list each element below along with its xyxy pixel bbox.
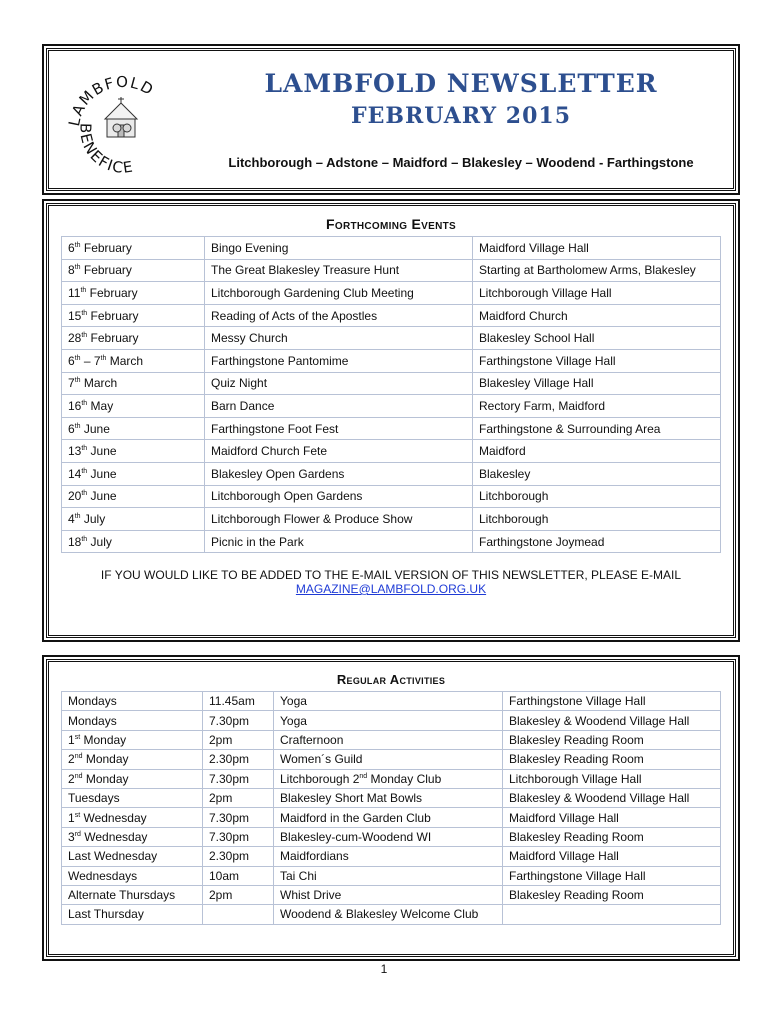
event-venue: Blakesley Village Hall [473,372,721,395]
day-suffix: st [74,733,81,741]
event-date [62,327,205,350]
event-venue: Maidford [473,440,721,463]
activity-day [62,808,203,827]
date-suffix: th [81,399,88,407]
table-row [62,282,721,305]
email-notice-text: IF YOU WOULD LIKE TO BE ADDED TO THE E-MAIL VERSION OF THIS NEWSLETTER, PLEASE E-MAIL [100,568,682,582]
day-rest: Monday [80,732,127,747]
event-venue: Farthingstone Village Hall [473,349,721,372]
day-text: Last Wednesday [68,849,158,864]
date-suffix: th [81,535,88,543]
activity-venue: Farthingstone Village Hall [503,866,721,885]
activity-name [274,866,503,885]
event-name: Reading of Acts of the Apostles [205,304,473,327]
activity-suffix: nd [359,772,368,780]
activity-text: Women´s Guild [280,752,363,767]
date-rest: June [87,466,117,481]
day-rest: Wednesday [80,829,148,844]
activities-table [61,691,721,925]
newsletter-date: FEBRUARY 2015 [350,103,572,129]
activity-name [274,885,503,904]
table-row [62,730,721,749]
day-suffix: nd [74,772,83,780]
event-name: Litchborough Open Gardens [205,485,473,508]
date-rest: February [87,331,139,346]
activity-time: 7.30pm [203,827,274,846]
activity-venue: Maidford Village Hall [503,808,721,827]
activity-name [274,711,503,730]
activity-venue: Blakesley & Woodend Village Hall [503,788,721,807]
date-day: 8 [68,263,75,278]
logo-text-top: LAMBFOLD [64,72,158,128]
date-rest: February [80,263,132,278]
table-row [62,462,721,485]
day-text: 3 [68,829,75,844]
event-venue: Farthingstone Joymead [473,530,721,553]
activity-day [62,885,203,904]
activity-name [274,808,503,827]
date-suffix: th [74,354,81,362]
table-row [62,395,721,418]
activity-venue: Blakesley Reading Room [503,750,721,769]
activity-time: 11.45am [203,692,274,711]
day-suffix: st [74,811,81,819]
event-name: Quiz Night [205,372,473,395]
event-venue: Litchborough [473,485,721,508]
date-suffix: th [81,445,88,453]
activity-day [62,866,203,885]
activity-text: Yoga [280,713,307,728]
activity-text: Maidfordians [280,849,349,864]
activity-venue: Litchborough Village Hall [503,769,721,788]
activity-name [274,692,503,711]
table-row [62,788,721,807]
event-date [62,372,205,395]
page-number: 1 [380,962,388,976]
event-date [62,485,205,508]
table-row [62,440,721,463]
event-date [62,417,205,440]
date-day: 28 [68,331,82,346]
village-list: Litchborough – Adstone – Maidford – Blakesley – Woodend - Farthingstone [228,155,694,170]
event-date [62,395,205,418]
date-day: 14 [68,466,82,481]
table-row [62,885,721,904]
event-name: Barn Dance [205,395,473,418]
date-suffix: th [81,490,88,498]
date-suffix: th [74,264,81,272]
day-text: Tuesdays [68,791,120,806]
logo-text-bottom: BENEFICE [76,122,136,177]
event-venue: Starting at Bartholomew Arms, Blakesley [473,259,721,282]
table-row [62,711,721,730]
day-text: Wednesdays [68,868,138,883]
date-suffix: th [100,354,107,362]
date-day: 6 [68,421,75,436]
table-row [62,905,721,924]
day-rest: Monday [82,771,129,786]
date-day: 18 [68,534,82,549]
table-row [62,259,721,282]
event-date [62,508,205,531]
date-day: 20 [68,489,82,504]
activity-time: 2pm [203,788,274,807]
activity-name [274,847,503,866]
day-rest: Wednesday [80,810,147,825]
date-rest: July [80,511,106,526]
activity-text: Crafternoon [280,732,344,747]
activity-name [274,730,503,749]
date-rest: February [86,285,138,300]
day-text: Alternate Thursdays [68,888,176,903]
date-rest: February [87,308,139,323]
date-suffix: th [74,377,81,385]
day-text: Mondays [68,713,117,728]
activity-day [62,905,203,924]
date-suffix: th [74,422,81,430]
activity-text: Blakesley Short Mat Bowls [280,791,423,806]
table-row [62,750,721,769]
day-suffix: rd [74,830,81,838]
section-title: Regular Activities [336,672,446,687]
day-text: 2 [68,771,75,786]
lambfold-logo-icon [61,61,181,181]
activity-day [62,769,203,788]
activity-time: 7.30pm [203,711,274,730]
day-rest: Monday [82,752,129,767]
event-name: The Great Blakesley Treasure Hunt [205,259,473,282]
regular-activities-section [46,659,736,957]
date-rest: June [80,421,110,436]
activity-venue: Farthingstone Village Hall [503,692,721,711]
newsletter-header [46,48,736,191]
table-row [62,508,721,531]
activity-day [62,750,203,769]
date-day: 15 [68,308,82,323]
activity-venue: Blakesley Reading Room [503,827,721,846]
event-date [62,440,205,463]
activity-day [62,827,203,846]
date-suffix: th [81,467,88,475]
table-row [62,417,721,440]
date-rest: July [87,534,112,549]
event-venue: Blakesley School Hall [473,327,721,350]
event-venue: Litchborough Village Hall [473,282,721,305]
activity-day [62,711,203,730]
activity-venue: Maidford Village Hall [503,847,721,866]
table-row [62,847,721,866]
table-row [62,827,721,846]
newsletter-title: LAMBFOLD NEWSLETTER [264,69,658,98]
table-row [62,485,721,508]
table-row [62,866,721,885]
activity-name [274,827,503,846]
event-date [62,530,205,553]
event-name: Bingo Evening [205,237,473,260]
date-suffix: th [81,309,88,317]
event-date [62,282,205,305]
date-suffix: th [74,512,81,520]
date-day: 16 [68,398,82,413]
event-venue: Farthingstone & Surrounding Area [473,417,721,440]
activity-venue [503,905,721,924]
event-venue: Rectory Farm, Maidford [473,395,721,418]
activity-day [62,692,203,711]
activity-text: Whist Drive [280,888,342,903]
event-name: Maidford Church Fete [205,440,473,463]
day-text: Mondays [68,694,117,709]
date-rest: June [87,489,117,504]
date-rest: March [106,353,144,368]
event-name: Litchborough Flower & Produce Show [205,508,473,531]
activity-venue: Blakesley & Woodend Village Hall [503,711,721,730]
table-row [62,530,721,553]
activity-name [274,750,503,769]
activity-time: 7.30pm [203,808,274,827]
date-suffix: th [80,286,87,294]
table-row [62,327,721,350]
table-row [62,808,721,827]
date-suffix: th [81,332,88,340]
event-date [62,349,205,372]
activity-day [62,730,203,749]
event-name: Farthingstone Foot Fest [205,417,473,440]
activity-time: 2.30pm [203,847,274,866]
date-day: 13 [68,444,82,459]
date-rest: March [80,376,118,391]
activity-venue: Blakesley Reading Room [503,885,721,904]
activity-time [203,905,274,924]
activity-text: Yoga [280,694,307,709]
activity-text: Blakesley-cum-Woodend WI [280,829,432,844]
date-day: 4 [68,511,75,526]
day-text: 2 [68,752,75,767]
activity-name [274,769,503,788]
activity-text: Woodend & Blakesley Welcome Club [280,907,479,922]
date-rest: – 7 [80,353,101,368]
activity-time: 2pm [203,885,274,904]
date-rest: February [80,240,132,255]
day-text: Last Thursday [68,907,144,922]
day-text: 1 [68,810,75,825]
date-day: 7 [68,376,75,391]
date-day: 6 [68,240,75,255]
event-name: Farthingstone Pantomime [205,349,473,372]
table-row [62,304,721,327]
table-row [62,769,721,788]
event-name: Picnic in the Park [205,530,473,553]
event-name: Blakesley Open Gardens [205,462,473,485]
table-row [62,372,721,395]
activity-time: 7.30pm [203,769,274,788]
event-date [62,304,205,327]
activity-name [274,905,503,924]
table-row [62,237,721,260]
event-date [62,259,205,282]
activity-day [62,847,203,866]
date-rest: May [87,398,114,413]
activity-rest: Monday Club [367,771,442,786]
activity-time: 10am [203,866,274,885]
event-date [62,237,205,260]
event-venue: Blakesley [473,462,721,485]
event-venue: Maidford Church [473,304,721,327]
event-name: Messy Church [205,327,473,350]
table-row [62,692,721,711]
table-row [62,349,721,372]
event-venue: Maidford Village Hall [473,237,721,260]
events-table [61,236,721,553]
event-venue: Litchborough [473,508,721,531]
event-date [62,462,205,485]
date-rest: June [87,444,117,459]
forthcoming-events-section [46,203,736,638]
event-name: Litchborough Gardening Club Meeting [205,282,473,305]
day-text: 1 [68,732,75,747]
activity-time: 2pm [203,730,274,749]
activity-name [274,788,503,807]
email-notice [61,568,721,596]
activity-day [62,788,203,807]
activity-time: 2.30pm [203,750,274,769]
activity-text: Litchborough 2 [280,771,360,786]
activity-venue: Blakesley Reading Room [503,730,721,749]
day-suffix: nd [74,753,83,761]
activity-text: Maidford in the Garden Club [280,810,431,825]
date-day: 11 [68,285,81,300]
date-day: 6 [68,353,75,368]
section-title: Forthcoming Events [326,216,456,232]
email-link[interactable]: MAGAZINE@LAMBFOLD.ORG.UK [295,582,487,596]
activity-text: Tai Chi [280,868,317,883]
date-suffix: th [74,241,81,249]
